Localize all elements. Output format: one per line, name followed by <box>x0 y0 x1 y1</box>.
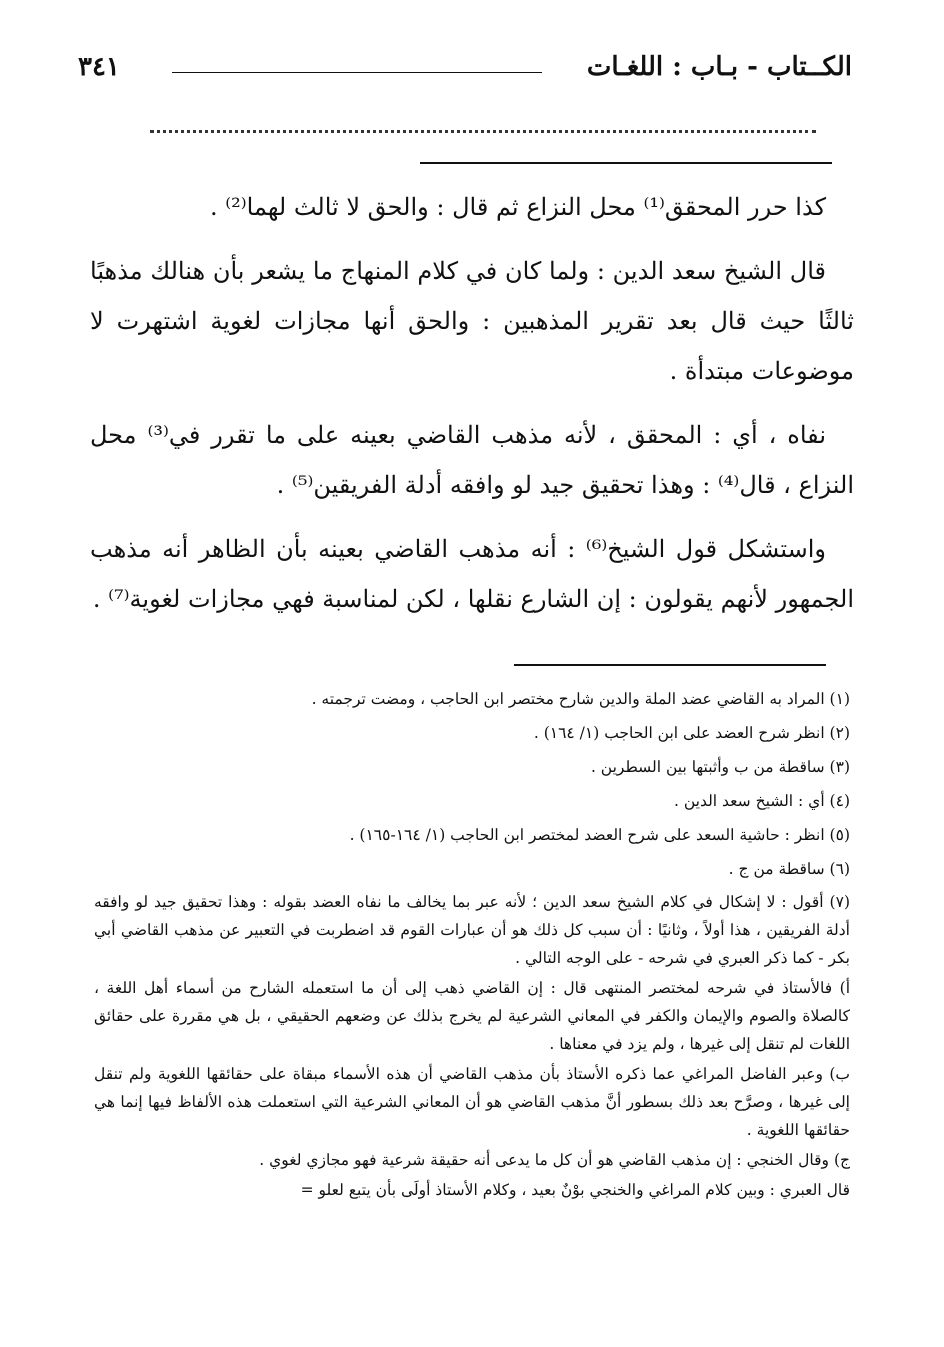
footnote-7-c: ج) وقال الخنجي : إن مذهب القاضي هو أن كل ما يدعى أنه حقيقة شرعية فهو مجازي لغوي . <box>259 1151 850 1169</box>
footnote-5: (٥) انظر : حاشية السعد على شرح العضد لمختصر ابن الحاجب (١/ ١٦٤-١٦٥) . <box>349 826 850 844</box>
paragraph-1: كذا حرر المحقق⁽¹⁾ محل النزاع ثم قال : والحق لا ثالث لهما⁽²⁾ . <box>209 193 826 221</box>
footnotes <box>94 682 850 1204</box>
running-header <box>78 52 852 92</box>
paragraph-2: قال الشيخ سعد الدين : ولما كان في كلام المنهاج ما يشعر بأن هنالك مذهبًا ثالثًا حيث قال بعد تقرير المذهبين : والحق أنها مجازات لغوية اشتهرت لا موضوعات مبتدأة . <box>90 257 854 385</box>
main-text <box>90 182 854 638</box>
footnote-2: (٢) انظر شرح العضد على ابن الحاجب (١/ ١٦٤) . <box>533 724 850 742</box>
text-top-rule <box>420 162 832 164</box>
footnote-1: (١) المراد به القاضي عضد الملة والدين شارح مختصر ابن الحاجب ، ومضت ترجمته . <box>311 690 850 708</box>
footnote-3: (٣) ساقطة من ب وأثبتها بين السطرين . <box>590 758 850 776</box>
header-rule <box>172 72 542 73</box>
footnote-7-b: ب) وعبر الفاضل المراغي عما ذكره الأستاذ بأن مذهب القاضي أن هذه الأسماء مبقاة على حقائقها اللغوية ولم تنقل إلى غيرها ، وصرَّح بعد ذلك بسطور أنَّ مذهب القاضي هو أن المعاني الشرعية التي استعملت هذه الألفاظ فيها إنما هي حقائقها اللغوية . <box>94 1065 850 1139</box>
footnote-rule <box>514 664 826 666</box>
dotted-separator <box>150 130 816 133</box>
paragraph-3: نفاه ، أي : المحقق ، لأنه مذهب القاضي بعينه على ما تقرر في⁽³⁾ محل النزاع ، قال⁽⁴⁾ : وهذا تحقيق جيد لو وافقه أدلة الفريقين⁽⁵⁾ . <box>90 421 854 499</box>
paragraph-4: واستشكل قول الشيخ⁽⁶⁾ : أنه مذهب القاضي بعينه بأن الظاهر أنه مذهب الجمهور لأنهم يقولون : إن الشارع نقلها ، لكن لمناسبة فهي مجازات لغوية⁽⁷⁾ . <box>90 535 854 613</box>
footnote-7-d: قال العبري : وبين كلام المراغي والخنجي بوْنٌ بعيد ، وكلام الأستاذ أولَى بأن يتبع لعلو = <box>300 1181 850 1199</box>
footnote-6: (٦) ساقطة من ج . <box>728 860 850 878</box>
footnote-4: (٤) أي : الشيخ سعد الدين . <box>673 792 850 810</box>
running-title: الكــتاب - بـاب : اللغـات <box>586 52 852 82</box>
footnote-7-a: أ) فالأستاذ في شرحه لمختصر المنتهى قال : إن القاضي ذهب إلى أن ما استعمله الشارح من أسماء أهل اللغة ، كالصلاة والصوم والإيمان والكفر في المعاني الشرعية لم يخرج بذلك عن وضعهم الحقيقي ، بل هي مقررة على حقائق اللغات لم تنقل إلى غيرها ، ولم يزد في معناها . <box>94 979 850 1053</box>
page-number: ٣٤١ <box>78 52 120 82</box>
footnote-7: (٧) أقول : لا إشكال في كلام الشيخ سعد الدين ؛ لأنه عبر بما يخالف ما نفاه العضد بقوله : وهذا تحقيق جيد لو وافقه أدلة الفريقين ، هذا أولاً ، وثانيًا : أن سبب كل ذلك هو أن عبارات القوم قد اضطربت في التعبير عن مذهب القاضي أبي بكر - كما ذكر العبري في شرحه - على الوجه التالي . <box>94 893 850 967</box>
